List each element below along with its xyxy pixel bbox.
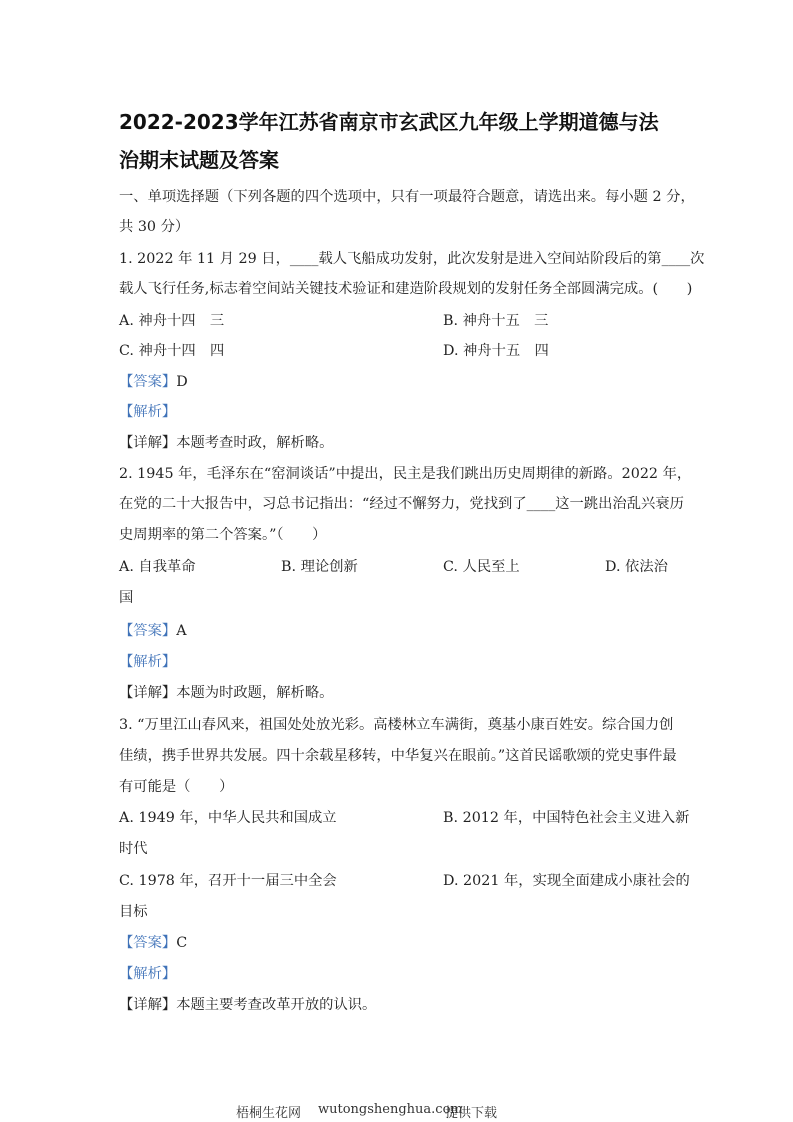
q3-option-b-wrap: 时代 [119,841,148,857]
q3-option-a: A. 1949 年，中华人民共和国成立 [119,810,337,826]
q1-detail-text: 本题考查时政，解析略。 [176,435,334,451]
q1-option-d: D. 神舟十五 四 [443,343,549,359]
q1-option-a: A. 神舟十四 三 [119,313,225,329]
q2-detail-text: 本题为时政题，解析略。 [176,685,334,701]
question-2-text-cont: 在党的二十大报告中，习总书记指出：“经过不懈努力，党找到了____这一跳出治乱兴衰历 [119,496,684,512]
q2-answer [119,621,187,641]
q3-answer-value: C [176,935,188,951]
q1-answer-value: D [176,374,188,390]
q3-detail-text: 本题主要考查改革开放的认识。 [176,997,377,1013]
q2-detail [119,683,333,703]
q3-answer [119,933,187,953]
answer-label: 【答案】 [119,935,177,951]
q1-analysis-label: 【解析】 [119,404,177,420]
document-title-line-2: 治期末试题及答案 [119,148,279,172]
q3-option-c: C. 1978 年，召开十一届三中全会 [119,873,337,889]
question-2-text-cont: 史周期率的第二个答案。”（ ） [119,527,327,543]
q2-option-d: D. 依法治 [605,559,668,575]
question-3-text: 3. “万里江山春风来，祖国处处放光彩。高楼林立车满街，奠基小康百姓安。综合国力创 [119,717,674,733]
q3-option-d-wrap: 目标 [119,904,148,920]
detail-label: 【详解】 [119,685,177,701]
footer-site-name: 梧桐生花网 [236,1106,302,1121]
section-heading: 一、单项选择题（下列各题的四个选项中，只有一项最符合题意，请选出来。每小题 2 分， [119,189,695,205]
footer-note: 提供下载 [445,1106,498,1121]
question-3-text-cont: 佳绩，携手世界共发展。四十余载星移转，中华复兴在眼前。”这首民谣歌颂的党史事件最 [119,748,677,764]
q1-detail [119,433,333,453]
answer-label: 【答案】 [119,623,177,639]
q2-option-b: B. 理论创新 [281,559,358,575]
detail-label: 【详解】 [119,435,177,451]
section-heading-cont: 共 30 分） [119,219,190,235]
question-3-text-cont: 有可能是（ ） [119,779,234,795]
detail-label: 【详解】 [119,997,177,1013]
question-2-text: 2. 1945 年，毛泽东在“窑洞谈话”中提出，民主是我们跳出历史周期律的新路。2022 年， [119,466,692,482]
q3-detail [119,995,376,1015]
q2-analysis-label: 【解析】 [119,654,177,670]
q2-option-d-wrap: 国 [119,590,134,606]
q2-option-c: C. 人民至上 [443,559,520,575]
q1-option-b: B. 神舟十五 三 [443,313,549,329]
q2-option-a: A. 自我革命 [119,559,196,575]
question-1-text: 1. 2022 年 11 月 29 日，____载人飞船成功发射，此次发射是进入空间站阶段后的第____次 [119,251,705,267]
q3-option-d: D. 2021 年，实现全面建成小康社会的 [443,873,690,889]
footer-url[interactable]: wutongshenghua.com [318,1102,463,1117]
q1-option-c: C. 神舟十四 四 [119,343,225,359]
q3-analysis-label: 【解析】 [119,966,177,982]
answer-label: 【答案】 [119,374,177,390]
question-1-text-cont: 载人飞行任务,标志着空间站关键技术验证和建造阶段规划的发射任务全部圆满完成。( ) [119,281,693,297]
document-title-line-1: 2022-2023学年江苏省南京市玄武区九年级上学期道德与法 [119,110,659,134]
q2-answer-value: A [176,623,187,639]
q1-answer [119,372,188,392]
q3-option-b: B. 2012 年，中国特色社会主义进入新 [443,810,690,826]
